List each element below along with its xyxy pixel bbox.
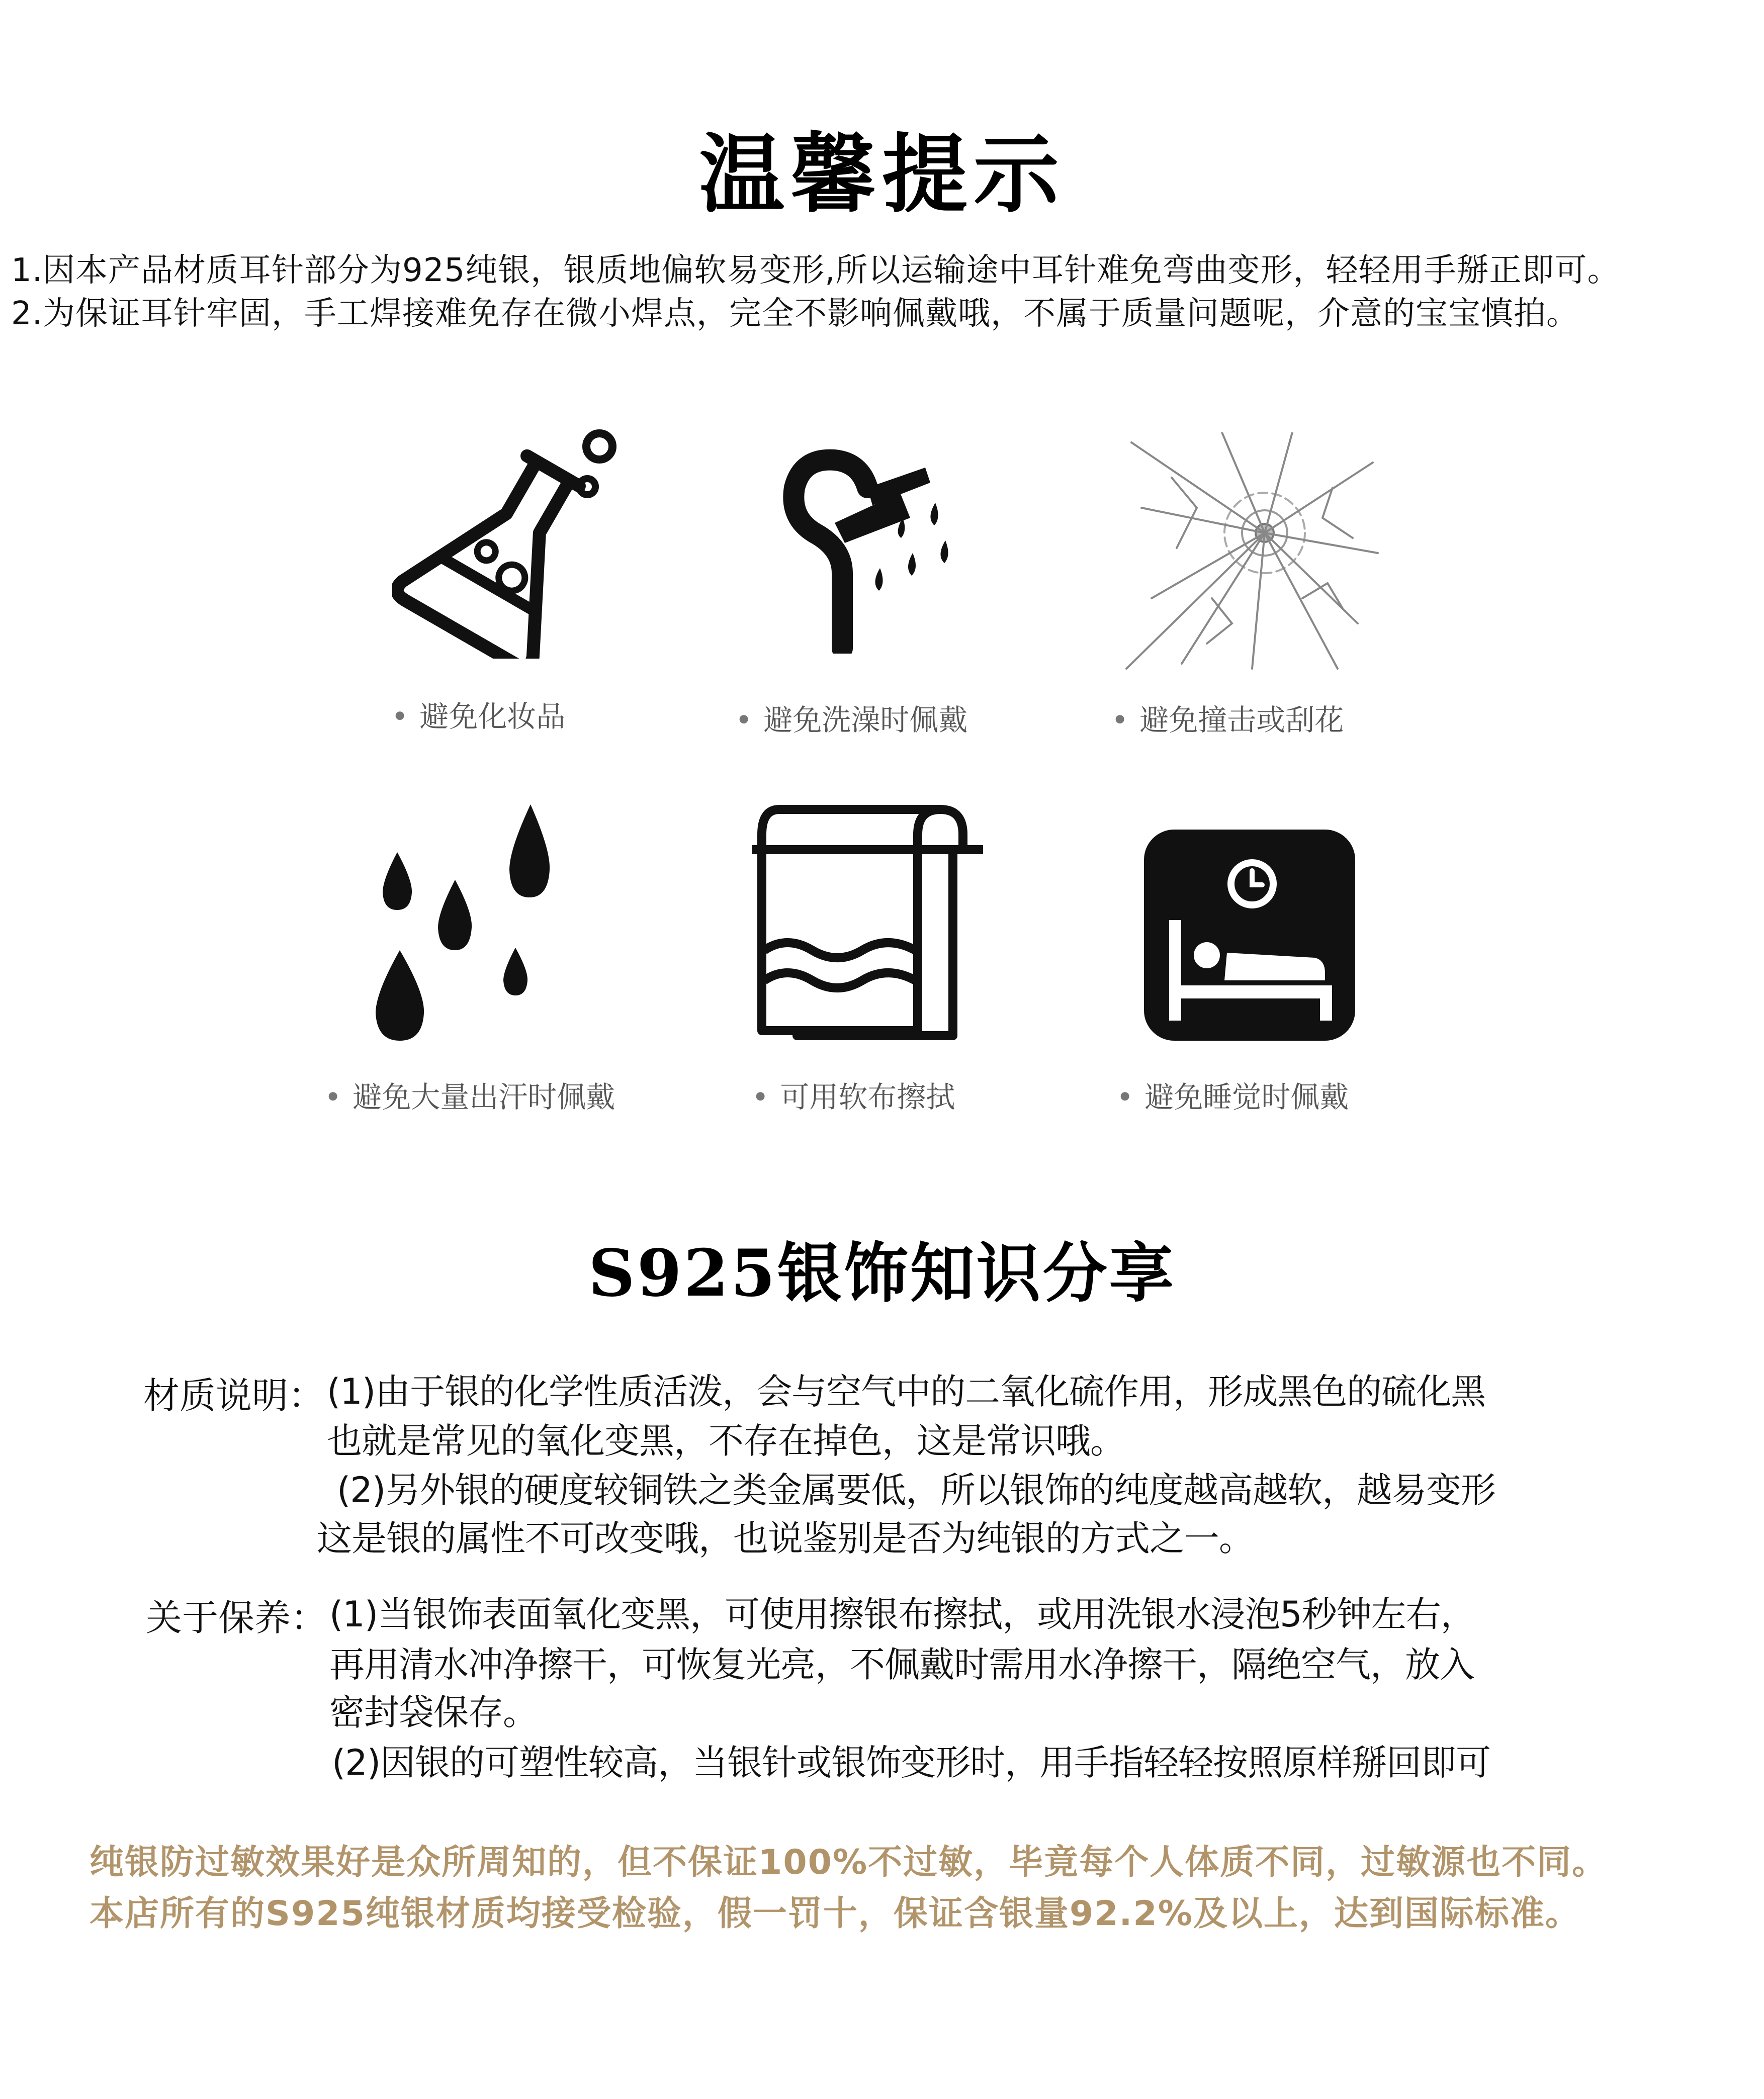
material-line-2: 也就是常见的氧化变黑，不存在掉色，这是常识哦。	[327, 1420, 1125, 1462]
caption-avoid-sleep	[1116, 1073, 1349, 1116]
caption-text: 可用软布擦拭	[780, 1080, 955, 1114]
caption-text: 避免洗澡时佩戴	[763, 703, 968, 737]
footer-line-2: 本店所有的S925纯银材质均接受检验，假一罚十，保证含银量92.2%及以上，达到国际标准。	[90, 1894, 1580, 1934]
sleep-bed-icon	[1144, 830, 1355, 1043]
knowledge-title: S925银饰知识分享	[588, 1236, 1176, 1311]
material-line-1: (1)由于银的化学性质活泼，会与空气中的二氧化硫作用，形成黑色的硫化黑	[327, 1371, 1486, 1412]
material-line-3: (2)另外银的硬度较铜铁之类金属要低，所以银饰的纯度越高越软，越易变形	[337, 1470, 1496, 1511]
material-line-4: 这是银的属性不可改变哦，也说鉴别是否为纯银的方式之一。	[317, 1518, 1254, 1559]
caption-avoid-shower	[735, 696, 967, 739]
shower-icon	[774, 447, 986, 656]
care-label: 关于保养：	[146, 1597, 327, 1639]
caption-text: 避免睡觉时佩戴	[1144, 1080, 1349, 1114]
caption-avoid-sweat	[324, 1073, 615, 1116]
cracked-glass-icon	[1121, 432, 1383, 676]
caption-avoid-cosmetics	[391, 693, 565, 735]
bullet: •	[752, 1080, 769, 1114]
caption-avoid-impact	[1111, 696, 1344, 739]
bullet: •	[391, 699, 409, 734]
care-line-2: 再用清水冲净擦干，可恢复光亮，不佩戴时需用水净擦干，隔绝空气，放入	[329, 1644, 1474, 1685]
caption-soft-cloth	[752, 1073, 955, 1116]
page-title: 温馨提示	[698, 124, 1065, 225]
care-line-1: (1)当银饰表面氧化变黑，可使用擦银布擦拭，或用洗银水浸泡5秒钟左右，	[329, 1594, 1475, 1635]
notice-line-1: 1.因本产品材质耳针部分为925纯银，银质地偏软易变形,所以运输途中耳针难免弯曲变形，轻轻用手掰正即可。	[11, 252, 1620, 289]
bullet: •	[1116, 1080, 1134, 1114]
bullet: •	[1111, 703, 1129, 737]
footer-line-1: 纯银防过敏效果好是众所周知的，但不保证100%不过敏，毕竟每个人体质不同，过敏源也不同。	[90, 1843, 1608, 1882]
flask-icon	[392, 422, 624, 661]
bullet: •	[324, 1080, 342, 1114]
water-drops-icon	[370, 804, 561, 1048]
notice-line-2: 2.为保证耳针牢固，手工焊接难免存在微小焊点，完全不影响佩戴哦，不属于质量问题呢，介意的宝宝慎拍。	[11, 295, 1579, 332]
care-line-4: (2)因银的可塑性较高，当银针或银饰变形时，用手指轻轻按照原样掰回即可	[332, 1742, 1491, 1783]
caption-text: 避免化妆品	[419, 699, 566, 734]
material-label: 材质说明：	[143, 1375, 325, 1417]
caption-text: 避免撞击或刮花	[1139, 703, 1344, 737]
care-line-3: 密封袋保存。	[329, 1692, 538, 1733]
caption-text: 避免大量出汗时佩戴	[352, 1080, 615, 1114]
bullet: •	[735, 703, 753, 737]
towel-icon	[752, 804, 983, 1043]
